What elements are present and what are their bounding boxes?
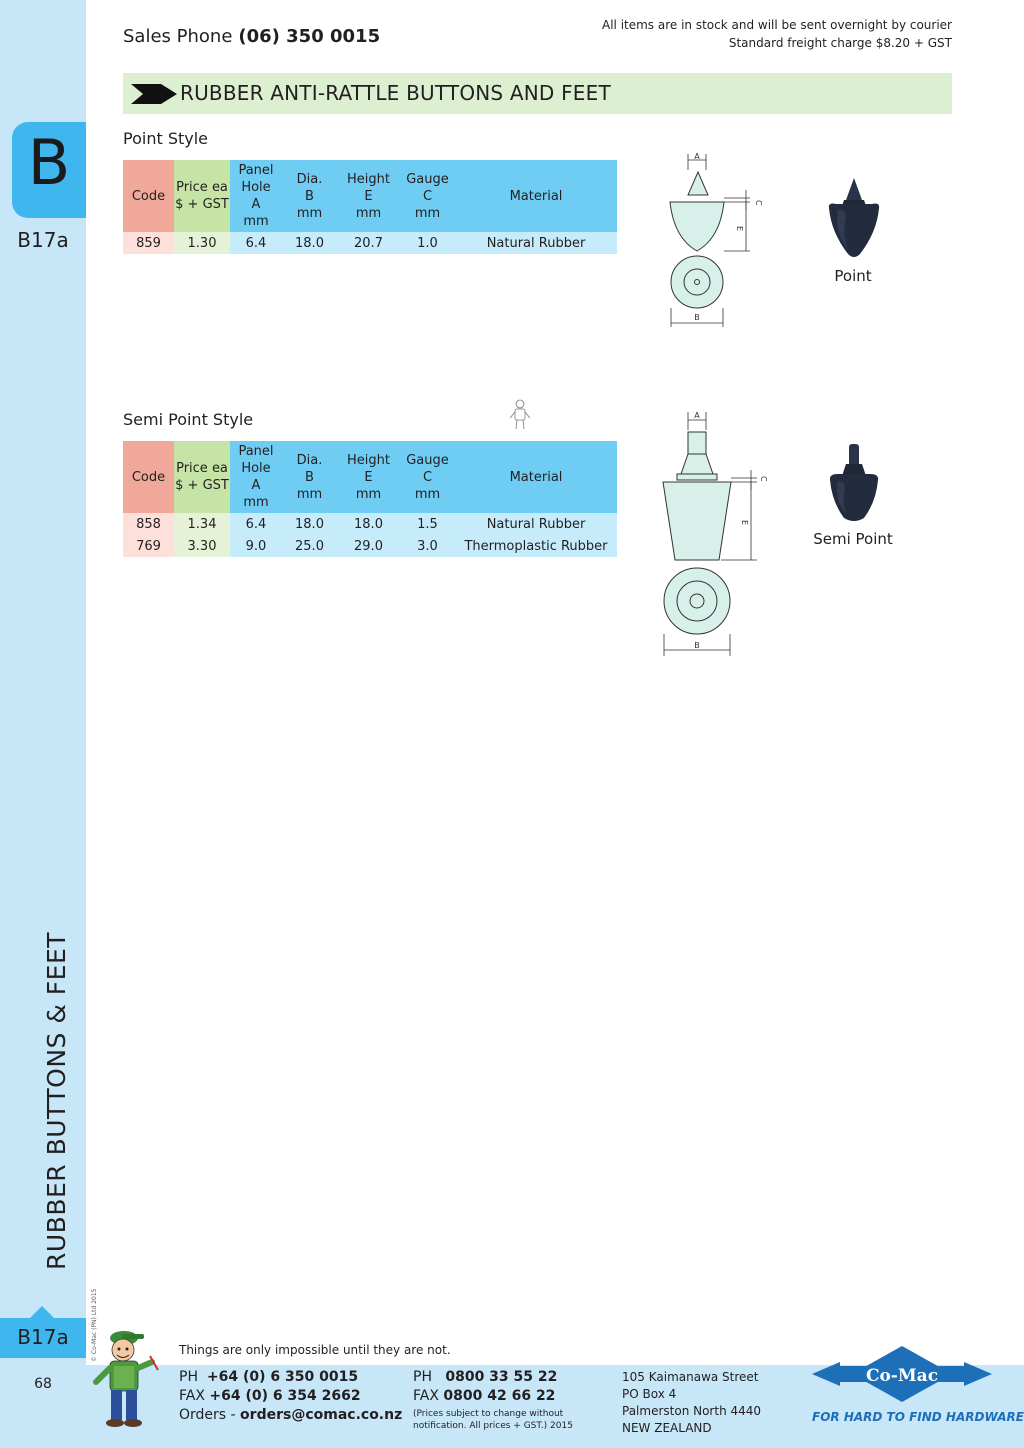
footer-contact-left: [179, 1368, 402, 1425]
address-line: 105 Kaimanawa Street: [622, 1370, 759, 1384]
dim-label-b: B: [694, 313, 700, 322]
section-tab: [12, 122, 86, 218]
cell-dia: 25.0: [282, 535, 337, 557]
page-code-bottom: B17a: [17, 1325, 69, 1349]
fax2-number: 0800 42 66 22: [443, 1388, 556, 1404]
cell-price: 3.30: [174, 535, 230, 557]
section-banner: [123, 73, 952, 114]
table-header-row: [123, 160, 617, 232]
address-line: NEW ZEALAND: [622, 1421, 712, 1435]
dim-label-e: E: [735, 226, 744, 232]
semi-point-technical-drawing: [655, 408, 775, 663]
cell-dia: 18.0: [282, 513, 337, 535]
footer-tagline: Things are only impossible until they are not.: [179, 1343, 451, 1357]
comac-logo: [810, 1344, 994, 1406]
header-height: Height E mm: [337, 160, 400, 232]
fax-label: FAX: [179, 1388, 205, 1404]
table-row: [123, 535, 617, 557]
header-material: Material: [455, 441, 617, 513]
logo-wordmark: Co-Mac: [865, 1366, 939, 1386]
stock-note: [602, 16, 952, 52]
caption-semi-point: Semi Point: [813, 530, 893, 548]
ph-label: PH: [179, 1369, 198, 1385]
cell-gauge: 1.0: [400, 232, 455, 254]
header-height: Height E mm: [337, 441, 400, 513]
sales-phone: [123, 26, 380, 47]
fax2-label: FAX: [413, 1388, 439, 1404]
cell-price: 1.30: [174, 232, 230, 254]
section-title-point: Point Style: [123, 129, 208, 148]
section-title-semi-point: Semi Point Style: [123, 410, 254, 429]
dim-label-a: A: [694, 411, 700, 420]
ph2-label: PH: [413, 1369, 432, 1385]
cell-code: 769: [123, 535, 174, 557]
cell-gauge: 1.5: [400, 513, 455, 535]
copyright-note: © Co-Mac (PN) Ltd 2015: [91, 1288, 98, 1362]
header-dia: Dia. B mm: [282, 441, 337, 513]
dim-label-e: E: [740, 520, 749, 526]
sales-phone-number: (06) 350 0015: [238, 26, 381, 47]
header-panel-hole: Panel Hole A mm: [230, 160, 282, 232]
header-gauge: Gauge C mm: [400, 160, 455, 232]
header-material: Material: [455, 160, 617, 232]
price-note-line1: (Prices subject to change without: [413, 1409, 564, 1419]
header-code: Code: [123, 160, 174, 232]
arrow-icon: [131, 84, 177, 104]
page-code-tab: [0, 1318, 86, 1358]
table-row: [123, 232, 617, 254]
dim-label-b: B: [694, 641, 700, 650]
cell-material: Natural Rubber: [455, 232, 617, 254]
header-panel-hole: Panel Hole A mm: [230, 441, 282, 513]
semi-point-product-image: [824, 442, 884, 526]
cell-dia: 18.0: [282, 232, 337, 254]
page-code: B17a: [17, 228, 69, 252]
mascot-illustration: [92, 1326, 160, 1430]
orders-label: Orders -: [179, 1407, 236, 1423]
cell-material: Thermoplastic Rubber: [455, 535, 617, 557]
cell-hole: 6.4: [230, 513, 282, 535]
cell-code: 858: [123, 513, 174, 535]
dim-label-a: A: [694, 152, 700, 161]
ph-number: +64 (0) 6 350 0015: [206, 1369, 359, 1385]
vertical-section-title: RUBBER BUTTONS & FEET: [42, 931, 71, 1270]
fax-number: +64 (0) 6 354 2662: [209, 1388, 361, 1404]
cell-price: 1.34: [174, 513, 230, 535]
point-technical-drawing: [660, 150, 770, 330]
cell-gauge: 3.0: [400, 535, 455, 557]
address-line: PO Box 4: [622, 1387, 677, 1401]
footer-contact-freephone: [413, 1368, 573, 1432]
mascot-icon: [508, 398, 532, 432]
page-number: 68: [34, 1376, 52, 1392]
cell-hole: 9.0: [230, 535, 282, 557]
cell-height: 18.0: [337, 513, 400, 535]
ph2-number: 0800 33 55 22: [445, 1369, 558, 1385]
price-note-line2: notification. All prices + GST.) 2015: [413, 1421, 573, 1431]
caption-point: Point: [834, 267, 872, 285]
stock-note-line: All items are in stock and will be sent overnight by courier: [602, 18, 952, 32]
orders-email-link[interactable]: orders@comac.co.nz: [240, 1407, 403, 1423]
cell-hole: 6.4: [230, 232, 282, 254]
header-price: Price ea $ + GST: [174, 160, 230, 232]
cell-code: 859: [123, 232, 174, 254]
spec-table-point: [123, 160, 617, 254]
header-dia: Dia. B mm: [282, 160, 337, 232]
table-header-row: [123, 441, 617, 513]
header-price: Price ea $ + GST: [174, 441, 230, 513]
freight-note-line: Standard freight charge $8.20 + GST: [728, 36, 952, 50]
sales-phone-label: Sales Phone: [123, 26, 233, 47]
cell-height: 29.0: [337, 535, 400, 557]
header-gauge: Gauge C mm: [400, 441, 455, 513]
footer-address: [622, 1369, 761, 1437]
point-product-image: [824, 176, 884, 262]
logo-tagline: FOR HARD TO FIND HARDWARE: [812, 1410, 1024, 1424]
dim-label-c: C: [754, 200, 763, 206]
cell-height: 20.7: [337, 232, 400, 254]
banner-title: RUBBER ANTI-RATTLE BUTTONS AND FEET: [180, 81, 611, 105]
table-row: [123, 513, 617, 535]
cell-material: Natural Rubber: [455, 513, 617, 535]
address-line: Palmerston North 4440: [622, 1404, 762, 1418]
dim-label-c: C: [759, 476, 768, 482]
spec-table-semi-point: [123, 441, 617, 557]
header-code: Code: [123, 441, 174, 513]
section-letter: B: [27, 126, 71, 199]
